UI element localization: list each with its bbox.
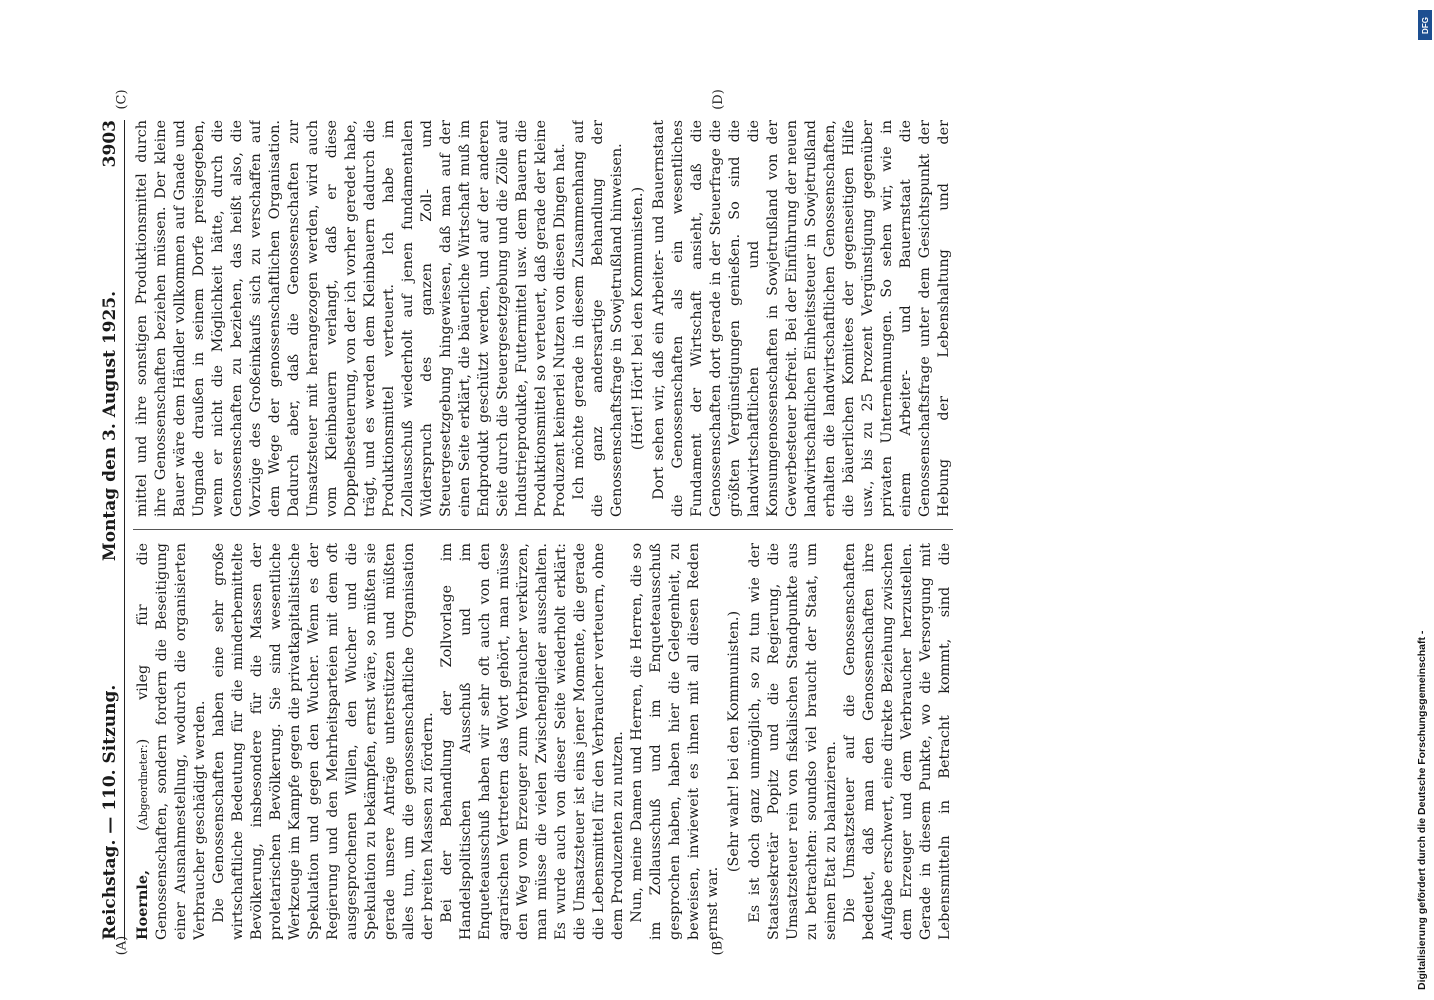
- column-right: [133, 120, 953, 517]
- page-number: 3903: [100, 120, 120, 168]
- text-columns: [133, 120, 953, 940]
- paragraph: Hoernle, (Abgeordneter:) vileg für die Genossenschaften, sondern fordern die Beseitigung einer Ausnahmestellung, wodurch die organisierten Verbraucher geschädigt werden.: [134, 543, 208, 940]
- margin-mark-b: (B): [710, 935, 726, 956]
- paragraph: Ich möchte gerade in diesem Zusammenhang auf die ganz andersartige Behandlung der Genossenschaftsfrage in Sowjetrußland hinweisen.: [571, 120, 625, 517]
- paragraph: Die Umsatzsteuer auf die Genossenschaften bedeutet, daß man den Genossenschaften ihre Aufgabe erschwert, eine direkte Beziehung zwischen dem Erzeuger und dem Verbraucher herzustellen. Gerade in diesem Punkte, wo die Versorgung mit Lebensmitteln in Betracht kommt, sind die: [842, 543, 953, 940]
- paragraph-text: vileg für die Genossenschaften, sondern fordern die Beseitigung einer Ausnahmestellung, wodurch die organisierten Verbraucher geschädigt werden.: [135, 543, 208, 940]
- speaker-role: Abgeordneter:: [137, 744, 150, 826]
- dfg-logo-badge: [1418, 10, 1432, 40]
- paragraph: Es ist doch ganz unmöglich, so zu tun wie der Staatssekretär Popitz und die Regierung, die Umsatzsteuer rein von fiskalischen Standpunkte aus zu betrachten: soundso viel braucht der Staat, um seinen Etat zu balanzieren.: [747, 543, 839, 940]
- dfg-logo-text: DFG: [1420, 16, 1430, 34]
- interjection: (Sehr wahr! bei den Kommunisten.): [726, 610, 742, 873]
- paragraph: Die Genossenschaften haben eine sehr große wirtschaftliche Bedeutung für die minderbemittelte Bevölkerung, insbesondere für die Massen der proletarischen Bevölkerung. Sie sind wesentliche Werkzeuge im Kampfe gegen die privatkapitalistische Spekulation und gegen den Wucher. Wenn es der Regierung und den Mehrheitsparteien mit dem oft ausgesprochenen Willen, den Wucher und die Spekulation zu bekämpfen, ernst wäre, so müßten sie gerade unsere Anträge unterstützen und müßten alles tun, um die genossenschaftliche Organisation der breiten Massen zu fördern.: [211, 543, 436, 940]
- interjection: (Hört! Hört! bei den Kommunisten.): [630, 186, 646, 451]
- digitization-credit: Digitalisierung gefördert durch die Deutsche Forschungsgemeinschaft -: [1416, 630, 1428, 990]
- margin-mark-a: (A): [114, 935, 130, 956]
- paragraph: mittel und ihre sonstigen Produktionsmittel durch ihre Genossenschaften beziehen müssen. Der kleine Bauer wäre dem Händler vollkommen auf Gnade und Ungnade draußen in seinem Dorfe preisgegeben, wenn er nicht die Möglichkeit hätte, durch die Genossenschaften zu beziehen, das heißt also, die Vorzüge des Großeinkaufs sich zu verschaffen auf dem Wege der genossenschaftlichen Organisation. Dadurch aber, daß die Genossenschaften zur Umsatzsteuer mit herangezogen werden, wird auch vom Kleinbauern verlangt, daß er diese Doppelbesteuerung, von der ich vorher geredet habe, trägt, und es werden dem Kleinbauern dadurch die Produktionsmittel verteuert. Ich habe im Zollausschuß wiederholt auf jenen fundamentalen Widerspruch des ganzen Zoll- und Steuergesetzgebung hingewiesen, daß man auf der einen Seite erklärt, die bäuerliche Wirtschaft muß im Endprodukt geschützt werden, und auf der anderen Seite durch die Steuergesetzgebung und die Zölle auf Industrieprodukte, Futtermittel usw. dem Bauern die Produktionsmittel so verteuert, daß gerade der kleine Produzent keinerlei Nutzen von diesen Dingen hat.: [134, 120, 568, 517]
- header-session: Reichstag. — 110. Sitzung.: [100, 684, 120, 940]
- header-date: Montag den 3. August 1925.: [100, 290, 120, 562]
- column-left: [133, 543, 953, 940]
- paragraph: Dort sehen wir, daß ein Arbeiter- und Bauernstaat die Genossenschaften als ein wesentliches Fundament der Wirtschaft ansieht, daß die Genossenschaften dort gerade in der Steuerfrage die größten Vergünstigungen genießen. So sind die landwirtschaftlichen und die Konsumgenossenschaften in Sowjetrußland von der Gewerbesteuer befreit. Bei der Einführung der neuen landwirtschaftlichen Einheitssteuer in Sowjetrußland erhalten die landwirtschaftlichen Genossenschaften, die bäuerlichen Komitees der gegenseitigen Hilfe usw., bis zu 25 Prozent Vergünstigung gegenüber privaten Unternehmungen. So sehen wir, wie in einem Arbeiter- und Bauernstaat die Genossenschaftsfrage unter dem Gesichtspunkt der Hebung der Lebenshaltung und der: [651, 120, 952, 517]
- margin-mark-d: (D): [710, 89, 726, 110]
- column-divider: [133, 529, 953, 530]
- scanned-page: [90, 90, 1410, 970]
- speaker-name: Hoernle,: [134, 869, 151, 940]
- paragraph: Bei der Behandlung der Zollvorlage im Handelspolitischen Ausschuß und im Enqueteausschuß haben wir sehr oft auch von den agrarischen Vertretern das Wort gehört, man müsse den Weg vom Erzeuger zum Verbraucher verkürzen, man müsse die vielen Zwischenglieder ausschalten. Es wurde auch von dieser Seite wiederholt erklärt: die Umsatzsteuer ist eins jener Momente, die gerade die Lebensmittel für den Verbraucher verteuern, ohne dem Produzenten zu nutzen.: [439, 543, 626, 940]
- margin-mark-c: (C): [114, 89, 130, 110]
- page-header: [100, 120, 125, 940]
- paragraph: Nun, meine Damen und Herren, die Herren, die so im Zollausschuß und im Enqueteausschuß gesprochen haben, haben hier die Gelegenheit, zu beweisen, inwieweit es ihnen mit all diesen Reden ernst war.: [629, 543, 721, 940]
